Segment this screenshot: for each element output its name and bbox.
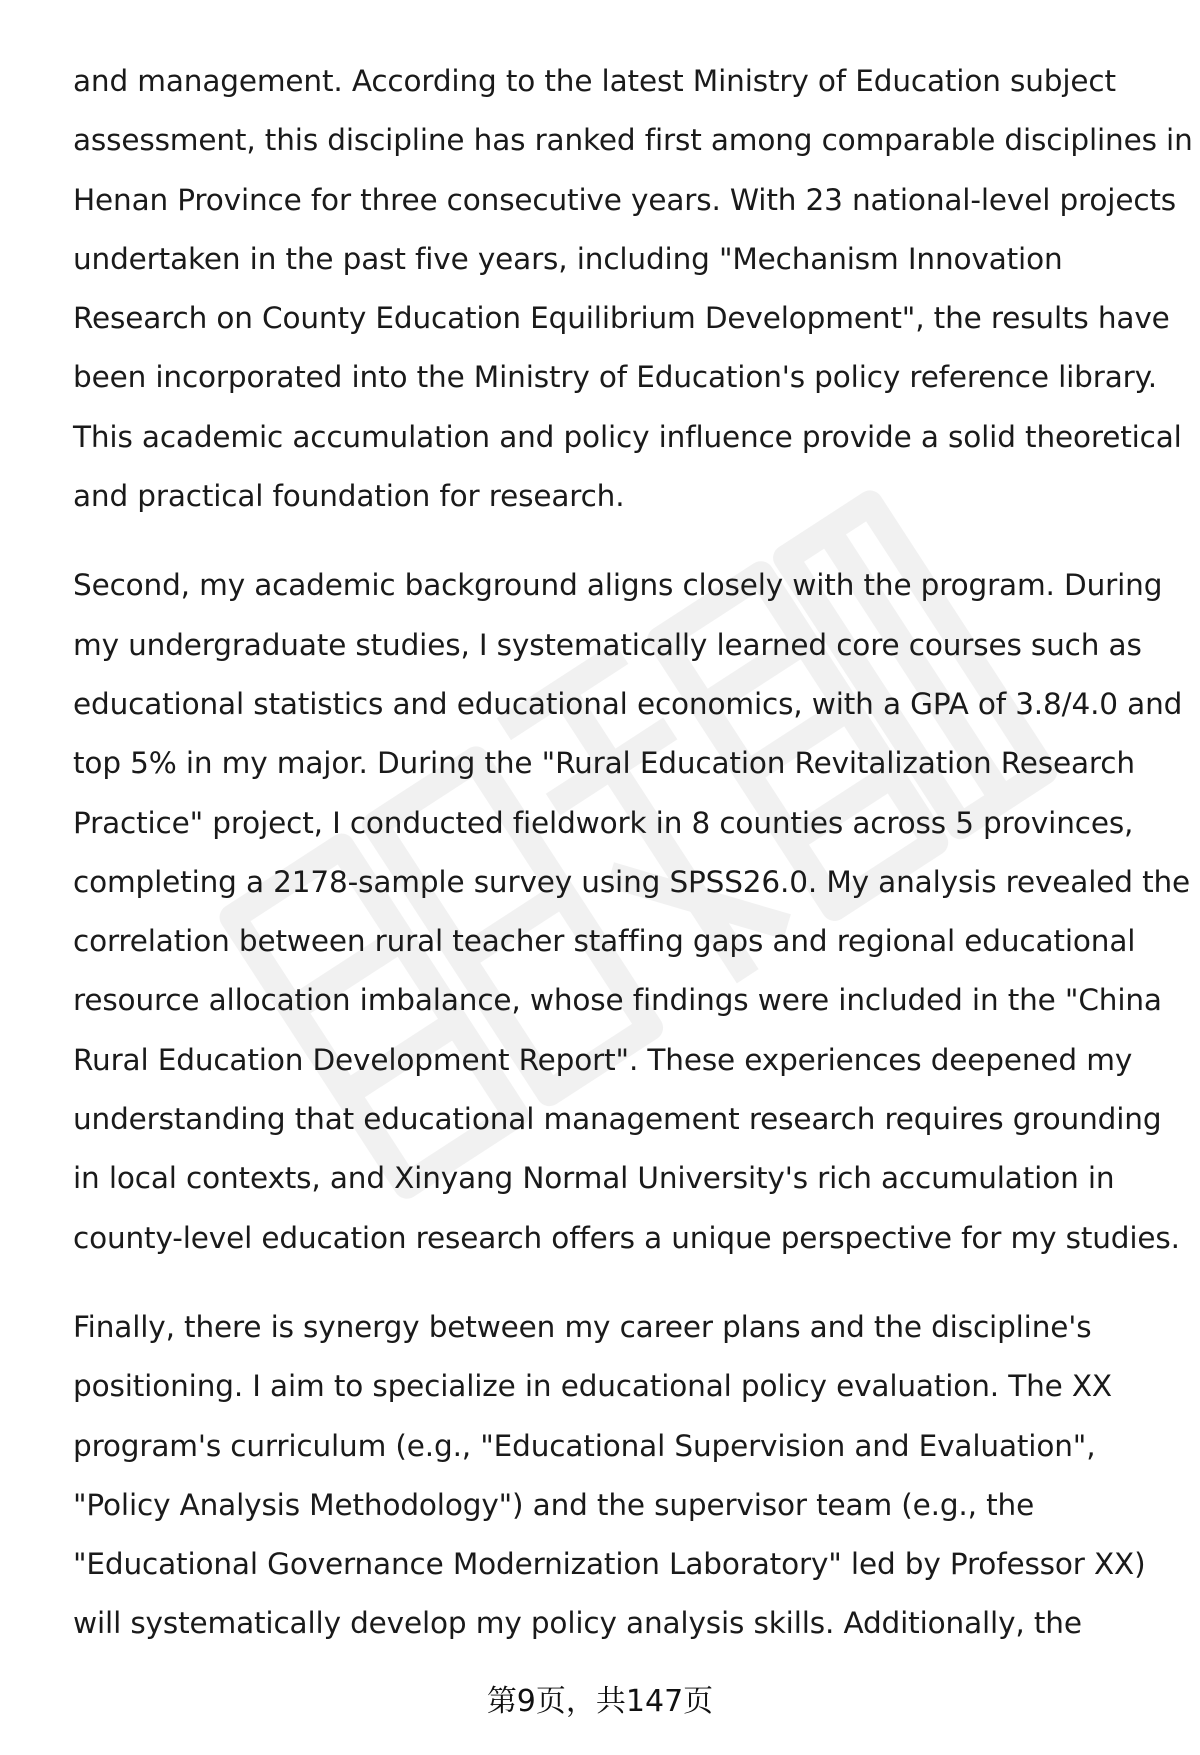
- text-line: undertaken in the past five years, including "Mechanism Innovation: [73, 241, 1063, 276]
- text-line: "Policy Analysis Methodology") and the supervisor team (e.g., the: [73, 1487, 1035, 1522]
- text-line: understanding that educational management research requires grounding: [73, 1102, 1162, 1137]
- text-line: and management. According to the latest Ministry of Education subject: [73, 64, 1116, 98]
- page-number-footer: 第9页，共147页: [486, 1684, 714, 1719]
- paragraph: [73, 556, 1191, 1268]
- text-line: educational statistics and educational economics, with a GPA of 3.8/4.0 and: [73, 686, 1183, 721]
- text-line: correlation between rural teacher staffing gaps and regional educational: [73, 924, 1136, 959]
- text-line: resource allocation imbalance, whose findings were included in the "China: [73, 983, 1162, 1018]
- text-line: Finally, there is synergy between my career plans and the discipline's: [73, 1309, 1092, 1344]
- text-line: program's curriculum (e.g., "Educational Supervision and Evaluation",: [73, 1428, 1096, 1463]
- text-line: and practical foundation for research.: [73, 479, 625, 514]
- text-line: county-level education research offers a unique perspective for my studies.: [73, 1220, 1180, 1255]
- text-line: assessment, this discipline has ranked first among comparable disciplines in: [73, 123, 1193, 158]
- text-line: completing a 2178-sample survey using SPSS26.0. My analysis revealed the: [73, 864, 1191, 899]
- text-line: Second, my academic background aligns closely with the program. During: [73, 568, 1163, 603]
- text-line: Henan Province for three consecutive years. With 23 national-level projects: [73, 182, 1177, 217]
- text-line: Rural Education Development Report". These experiences deepened my: [73, 1042, 1133, 1077]
- text-line: Practice" project, I conducted fieldwork in 8 counties across 5 provinces,: [73, 805, 1134, 840]
- text-line: Research on County Education Equilibrium Development", the results have: [73, 301, 1170, 336]
- text-line: "Educational Governance Modernization Laboratory" led by Professor XX): [73, 1547, 1146, 1582]
- text-line: in local contexts, and Xinyang Normal University's rich accumulation in: [73, 1161, 1115, 1196]
- paragraph: [73, 1298, 1163, 1654]
- text-line: my undergraduate studies, I systematically learned core courses such as: [73, 627, 1142, 662]
- paragraph: [73, 52, 1193, 526]
- text-line: positioning. I aim to specialize in educational policy evaluation. The XX: [73, 1369, 1112, 1404]
- text-line: top 5% in my major. During the "Rural Education Revitalization Research: [73, 746, 1135, 781]
- text-line: been incorporated into the Ministry of Education's policy reference library.: [73, 360, 1157, 395]
- text-line: This academic accumulation and policy influence provide a solid theoretical: [73, 419, 1182, 454]
- text-line: will systematically develop my policy analysis skills. Additionally, the: [73, 1606, 1082, 1641]
- document-body: [73, 52, 1193, 1654]
